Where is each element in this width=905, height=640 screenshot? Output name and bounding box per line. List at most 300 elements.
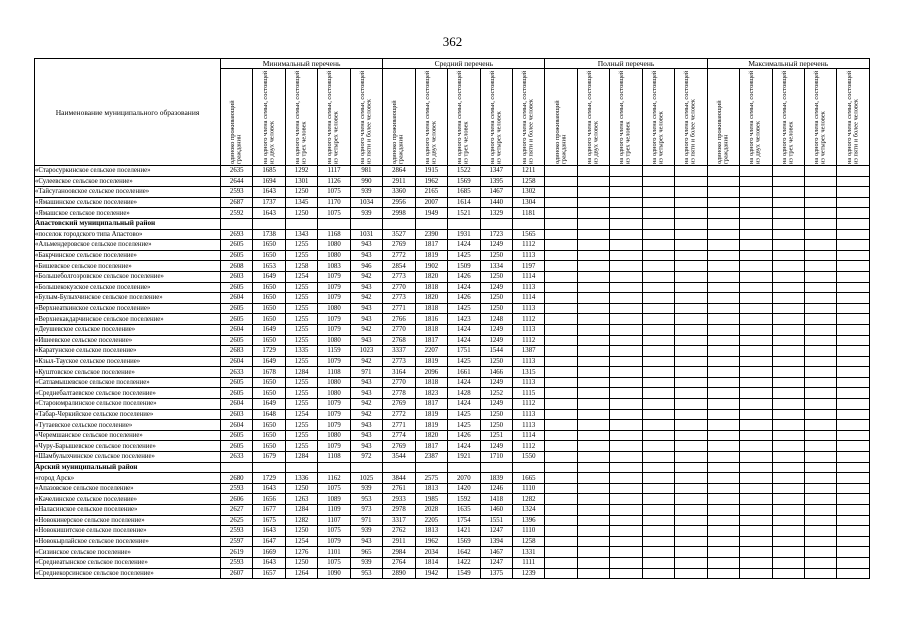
- value-cell: 1112: [512, 441, 544, 452]
- value-cell: [610, 229, 642, 240]
- value-cell: 1113: [512, 324, 544, 335]
- value-cell: [642, 441, 674, 452]
- value-cell: 1255: [285, 441, 317, 452]
- value-cell: [577, 335, 609, 346]
- value-cell: [545, 377, 577, 388]
- table-row: [35, 473, 870, 484]
- value-cell: [804, 441, 836, 452]
- value-cell: [577, 420, 609, 431]
- value-cell: 2911: [383, 536, 415, 547]
- value-cell: 1080: [318, 303, 350, 314]
- value-cell: [577, 250, 609, 261]
- value-cell: [675, 367, 707, 378]
- value-cell: 1818: [415, 324, 447, 335]
- value-cell: [837, 430, 870, 441]
- value-cell: 2984: [383, 547, 415, 558]
- value-cell: [577, 388, 609, 399]
- value-cell: 972: [350, 452, 382, 463]
- settlement-name: «Апазовское сельское поселение»: [35, 483, 221, 494]
- table-row: [35, 399, 870, 410]
- value-cell: [610, 505, 642, 516]
- value-cell: 1250: [480, 250, 512, 261]
- value-cell: 1710: [480, 452, 512, 463]
- value-cell: [642, 526, 674, 537]
- value-cell: 3164: [383, 367, 415, 378]
- value-cell: 1650: [253, 240, 285, 251]
- value-cell: 2096: [415, 367, 447, 378]
- header-group-row: [35, 59, 870, 69]
- value-cell: 1159: [318, 346, 350, 357]
- value-cell: [642, 271, 674, 282]
- value-cell: [610, 166, 642, 177]
- value-cell: [740, 166, 772, 177]
- value-cell: 1819: [415, 420, 447, 431]
- subcolumn-header: [577, 69, 609, 166]
- value-cell: 1723: [480, 229, 512, 240]
- value-cell: 1962: [415, 536, 447, 547]
- value-cell: 1642: [448, 547, 480, 558]
- table-row: [35, 356, 870, 367]
- value-cell: [740, 462, 772, 473]
- value-cell: [642, 176, 674, 187]
- value-cell: [837, 409, 870, 420]
- value-cell: 2978: [383, 505, 415, 516]
- value-cell: [610, 483, 642, 494]
- value-cell: 1345: [285, 197, 317, 208]
- value-cell: [577, 271, 609, 282]
- table-row: [35, 335, 870, 346]
- value-cell: [837, 536, 870, 547]
- value-cell: 1282: [512, 494, 544, 505]
- value-cell: 2606: [221, 494, 253, 505]
- value-cell: 2890: [383, 568, 415, 579]
- value-cell: 1282: [285, 515, 317, 526]
- value-cell: 1643: [253, 187, 285, 198]
- settlement-name: «Табар-Черкийское сельское поселение»: [35, 409, 221, 420]
- value-cell: [545, 314, 577, 325]
- value-cell: [318, 218, 350, 229]
- value-cell: [707, 526, 739, 537]
- value-cell: 1931: [448, 229, 480, 240]
- value-cell: 943: [350, 441, 382, 452]
- value-cell: 1669: [253, 547, 285, 558]
- value-cell: [448, 462, 480, 473]
- value-cell: 2762: [383, 526, 415, 537]
- value-cell: 1247: [480, 557, 512, 568]
- value-cell: [740, 388, 772, 399]
- value-cell: [577, 324, 609, 335]
- value-cell: 1440: [480, 197, 512, 208]
- value-cell: 2769: [383, 441, 415, 452]
- value-cell: [707, 335, 739, 346]
- value-cell: 1075: [318, 483, 350, 494]
- value-cell: 2625: [221, 515, 253, 526]
- value-cell: 1108: [318, 452, 350, 463]
- value-cell: [837, 303, 870, 314]
- value-cell: [837, 515, 870, 526]
- value-cell: 2769: [383, 399, 415, 410]
- settlement-name: «поселок городского типа Апастово»: [35, 229, 221, 240]
- value-cell: [707, 250, 739, 261]
- value-cell: 1089: [318, 494, 350, 505]
- value-cell: [804, 483, 836, 494]
- value-cell: 1592: [448, 494, 480, 505]
- value-cell: [837, 547, 870, 558]
- value-cell: [675, 229, 707, 240]
- value-cell: [675, 473, 707, 484]
- value-cell: [577, 303, 609, 314]
- table-row: [35, 526, 870, 537]
- value-cell: [804, 187, 836, 198]
- value-cell: 1387: [512, 346, 544, 357]
- table-row: [35, 229, 870, 240]
- value-cell: 1079: [318, 356, 350, 367]
- value-cell: [577, 462, 609, 473]
- value-cell: [772, 240, 804, 251]
- value-cell: 939: [350, 483, 382, 494]
- value-cell: [804, 420, 836, 431]
- value-cell: [804, 547, 836, 558]
- value-cell: 1249: [480, 377, 512, 388]
- value-cell: 971: [350, 367, 382, 378]
- value-cell: [512, 218, 544, 229]
- value-cell: 1255: [285, 282, 317, 293]
- value-cell: [577, 176, 609, 187]
- value-cell: 1284: [285, 367, 317, 378]
- value-cell: 1079: [318, 324, 350, 335]
- value-cell: [772, 505, 804, 516]
- value-cell: 1080: [318, 377, 350, 388]
- group-header-max: Максимальный перечень: [707, 59, 869, 69]
- value-cell: 1258: [285, 261, 317, 272]
- value-cell: [772, 526, 804, 537]
- value-cell: [707, 166, 739, 177]
- value-cell: [610, 547, 642, 558]
- table-row: [35, 293, 870, 304]
- value-cell: 939: [350, 526, 382, 537]
- value-cell: [642, 250, 674, 261]
- value-cell: 1079: [318, 293, 350, 304]
- value-cell: 1679: [253, 452, 285, 463]
- value-cell: [804, 388, 836, 399]
- table-row: [35, 324, 870, 335]
- value-cell: [253, 462, 285, 473]
- settlement-name: «Старосуркинское сельское поселение»: [35, 166, 221, 177]
- value-cell: [837, 282, 870, 293]
- value-cell: [610, 293, 642, 304]
- value-cell: [804, 356, 836, 367]
- value-cell: [545, 483, 577, 494]
- subcolumn-header-label: на одного члена семьи, состоящей из четырех человек: [488, 70, 503, 164]
- value-cell: 1819: [415, 356, 447, 367]
- value-cell: [545, 261, 577, 272]
- value-cell: [545, 473, 577, 484]
- value-cell: 1467: [480, 547, 512, 558]
- value-cell: [707, 218, 739, 229]
- value-cell: [642, 547, 674, 558]
- value-cell: 1949: [415, 208, 447, 219]
- value-cell: 1661: [448, 367, 480, 378]
- value-cell: 1031: [350, 229, 382, 240]
- value-cell: [707, 271, 739, 282]
- value-cell: 1818: [415, 282, 447, 293]
- value-cell: [642, 462, 674, 473]
- value-cell: 1467: [480, 187, 512, 198]
- value-cell: [740, 261, 772, 272]
- value-cell: [772, 494, 804, 505]
- value-cell: [610, 314, 642, 325]
- value-cell: 1424: [448, 441, 480, 452]
- value-cell: 1650: [253, 303, 285, 314]
- value-cell: 1544: [480, 346, 512, 357]
- value-cell: [642, 367, 674, 378]
- value-cell: [740, 494, 772, 505]
- value-cell: [740, 324, 772, 335]
- settlement-name: «Среднекорсинское сельское поселение»: [35, 568, 221, 579]
- value-cell: [675, 388, 707, 399]
- value-cell: [221, 218, 253, 229]
- value-cell: [577, 377, 609, 388]
- value-cell: 942: [350, 293, 382, 304]
- value-cell: [285, 218, 317, 229]
- table-row: [35, 452, 870, 463]
- value-cell: [642, 568, 674, 579]
- subcolumn-header-label: на одного члена семьи, состоящей из пяти и более человек: [683, 70, 697, 164]
- value-cell: [577, 409, 609, 420]
- value-cell: [707, 324, 739, 335]
- value-cell: 1648: [253, 409, 285, 420]
- value-cell: 1110: [512, 483, 544, 494]
- value-cell: [610, 176, 642, 187]
- value-cell: [740, 536, 772, 547]
- value-cell: 1915: [415, 166, 447, 177]
- value-cell: 1331: [512, 547, 544, 558]
- value-cell: [545, 324, 577, 335]
- value-cell: 1258: [512, 176, 544, 187]
- value-cell: 2605: [221, 240, 253, 251]
- value-cell: 2627: [221, 505, 253, 516]
- value-cell: [804, 240, 836, 251]
- value-cell: 1754: [448, 515, 480, 526]
- value-cell: 1255: [285, 420, 317, 431]
- value-cell: [837, 505, 870, 516]
- value-cell: [707, 494, 739, 505]
- value-cell: [577, 282, 609, 293]
- value-cell: 2778: [383, 388, 415, 399]
- value-cell: [545, 557, 577, 568]
- value-cell: [642, 356, 674, 367]
- subcolumn-header-label: одиноко проживающий гражданин: [229, 100, 243, 164]
- value-cell: 2771: [383, 420, 415, 431]
- value-cell: 1426: [448, 271, 480, 282]
- value-cell: [253, 218, 285, 229]
- value-cell: [837, 346, 870, 357]
- value-cell: [610, 515, 642, 526]
- value-cell: 1079: [318, 441, 350, 452]
- value-cell: [804, 271, 836, 282]
- table-row: [35, 282, 870, 293]
- value-cell: [545, 166, 577, 177]
- value-cell: [545, 462, 577, 473]
- value-cell: [675, 452, 707, 463]
- value-cell: [383, 462, 415, 473]
- value-cell: [707, 536, 739, 547]
- value-cell: [577, 218, 609, 229]
- value-cell: 1685: [448, 187, 480, 198]
- settlement-name: «Сулеевское сельское поселение»: [35, 176, 221, 187]
- value-cell: [577, 452, 609, 463]
- value-cell: 1395: [480, 176, 512, 187]
- value-cell: [740, 335, 772, 346]
- value-cell: 2593: [221, 187, 253, 198]
- value-cell: [675, 409, 707, 420]
- value-cell: [577, 430, 609, 441]
- value-cell: 1126: [318, 176, 350, 187]
- table-row: [35, 483, 870, 494]
- settlement-name: «Наласинское сельское поселение»: [35, 505, 221, 516]
- value-cell: 1250: [285, 526, 317, 537]
- value-cell: 1249: [480, 324, 512, 335]
- settlement-name: «Большеболгоэровское сельское поселение»: [35, 271, 221, 282]
- value-cell: 1113: [512, 356, 544, 367]
- value-cell: [707, 282, 739, 293]
- value-cell: [740, 356, 772, 367]
- value-cell: [707, 229, 739, 240]
- value-cell: [577, 505, 609, 516]
- value-cell: [642, 536, 674, 547]
- value-cell: [610, 197, 642, 208]
- value-cell: 1211: [512, 166, 544, 177]
- value-cell: [545, 526, 577, 537]
- value-cell: [707, 568, 739, 579]
- table-row: [35, 388, 870, 399]
- value-cell: [642, 303, 674, 314]
- value-cell: 990: [350, 176, 382, 187]
- value-cell: 2007: [415, 197, 447, 208]
- value-cell: [350, 462, 382, 473]
- value-cell: 1079: [318, 314, 350, 325]
- value-cell: 2593: [221, 526, 253, 537]
- value-cell: 1635: [448, 505, 480, 516]
- value-cell: 1079: [318, 282, 350, 293]
- value-cell: 1315: [512, 367, 544, 378]
- value-cell: 1304: [512, 197, 544, 208]
- group-header-full: Полный перечень: [545, 59, 707, 69]
- value-cell: 2998: [383, 208, 415, 219]
- value-cell: 1110: [512, 526, 544, 537]
- value-cell: [740, 187, 772, 198]
- value-cell: [675, 303, 707, 314]
- value-cell: [675, 356, 707, 367]
- value-cell: [545, 282, 577, 293]
- table-row: [35, 314, 870, 325]
- value-cell: 1656: [253, 494, 285, 505]
- value-cell: 1117: [318, 166, 350, 177]
- value-cell: [642, 483, 674, 494]
- value-cell: [642, 293, 674, 304]
- value-cell: [642, 208, 674, 219]
- value-cell: [221, 462, 253, 473]
- value-cell: 1424: [448, 240, 480, 251]
- value-cell: [383, 218, 415, 229]
- value-cell: 1737: [253, 197, 285, 208]
- value-cell: 965: [350, 547, 382, 558]
- value-cell: 2772: [383, 409, 415, 420]
- value-cell: 1251: [480, 430, 512, 441]
- value-cell: [740, 208, 772, 219]
- value-cell: [837, 526, 870, 537]
- value-cell: 943: [350, 282, 382, 293]
- value-cell: [642, 282, 674, 293]
- value-cell: 1816: [415, 314, 447, 325]
- settlement-name: «Новокинерское сельское поселение»: [35, 515, 221, 526]
- value-cell: [772, 473, 804, 484]
- value-cell: 1255: [285, 293, 317, 304]
- value-cell: 1249: [480, 441, 512, 452]
- value-cell: 2764: [383, 557, 415, 568]
- value-cell: 2864: [383, 166, 415, 177]
- table-row: [35, 271, 870, 282]
- value-cell: 1112: [512, 335, 544, 346]
- value-cell: 1254: [285, 409, 317, 420]
- value-cell: [740, 568, 772, 579]
- value-cell: 1421: [448, 526, 480, 537]
- value-cell: 2207: [415, 346, 447, 357]
- value-cell: [675, 240, 707, 251]
- value-cell: 1249: [480, 399, 512, 410]
- table-row: [35, 420, 870, 431]
- value-cell: 2933: [383, 494, 415, 505]
- value-cell: [740, 473, 772, 484]
- value-cell: [577, 314, 609, 325]
- value-cell: 939: [350, 187, 382, 198]
- subcolumn-header: [383, 69, 415, 166]
- value-cell: 1643: [253, 526, 285, 537]
- value-cell: [642, 494, 674, 505]
- value-cell: [285, 462, 317, 473]
- value-cell: 1113: [512, 420, 544, 431]
- value-cell: [740, 250, 772, 261]
- value-cell: 2761: [383, 483, 415, 494]
- value-cell: 1649: [253, 324, 285, 335]
- table-row: [35, 197, 870, 208]
- value-cell: [804, 494, 836, 505]
- table-row: [35, 536, 870, 547]
- value-cell: [707, 197, 739, 208]
- subcolumn-header: [480, 69, 512, 166]
- value-cell: [545, 356, 577, 367]
- table-row: [35, 303, 870, 314]
- value-cell: 2956: [383, 197, 415, 208]
- value-cell: 1101: [318, 547, 350, 558]
- value-cell: 1665: [512, 473, 544, 484]
- value-cell: [837, 568, 870, 579]
- value-cell: 1565: [512, 229, 544, 240]
- value-cell: [545, 515, 577, 526]
- value-cell: 1075: [318, 187, 350, 198]
- settlement-name: «Кзыл-Тауское сельское поселение»: [35, 356, 221, 367]
- value-cell: [675, 483, 707, 494]
- value-cell: [545, 176, 577, 187]
- value-cell: 973: [350, 505, 382, 516]
- value-cell: 1729: [253, 473, 285, 484]
- value-cell: [545, 271, 577, 282]
- value-cell: 1075: [318, 208, 350, 219]
- value-cell: [804, 568, 836, 579]
- value-cell: 1113: [512, 282, 544, 293]
- value-cell: [707, 208, 739, 219]
- value-cell: [577, 197, 609, 208]
